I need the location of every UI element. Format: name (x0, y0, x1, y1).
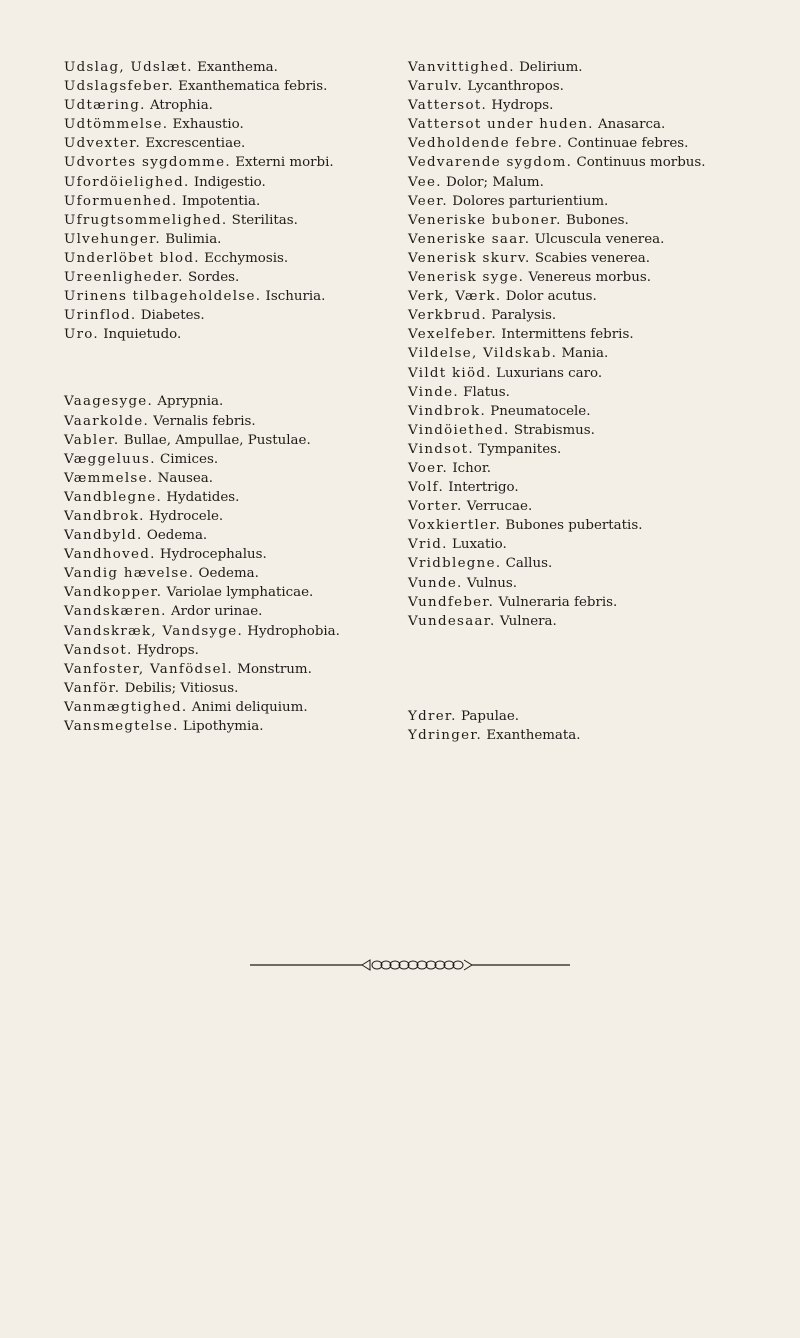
latin-term: Hydrocephalus. (159, 547, 267, 563)
entry (408, 153, 788, 172)
danish-term: Veneriske buboner. (408, 212, 562, 228)
left-group-v (64, 392, 424, 736)
latin-term: Inquietudo. (103, 327, 182, 343)
entry (408, 440, 788, 459)
danish-term: Vildt kiöd. (408, 365, 492, 381)
danish-term: Vandbrok. (64, 508, 145, 524)
danish-term: Voer. (408, 460, 449, 476)
danish-term: Ureenligheder. (64, 270, 184, 286)
latin-term: Animi deliquium. (191, 699, 308, 715)
entry (408, 173, 788, 192)
entry (408, 402, 788, 421)
latin-term: Exanthemata. (486, 727, 581, 743)
danish-term: Vansmegtelse. (64, 719, 179, 734)
entry (64, 698, 424, 717)
danish-term: Udslag, Udslæt. (64, 60, 193, 75)
latin-term: Monstrum. (237, 661, 312, 677)
entry (408, 497, 788, 516)
danish-term: Voxkiertler. (408, 518, 502, 534)
latin-term: Ischuria. (265, 289, 326, 305)
danish-term: Vindöiethed. (408, 422, 510, 438)
latin-term: Luxatio. (451, 537, 507, 553)
latin-term: Lycanthropos. (467, 79, 564, 95)
entry (408, 593, 788, 612)
entry (408, 306, 788, 325)
latin-term: Strabismus. (513, 422, 595, 438)
entry (64, 717, 424, 736)
latin-term: Anasarca. (597, 117, 666, 133)
danish-term: Vindbrok. (408, 403, 487, 419)
danish-term: Vaagesyge. (64, 394, 154, 410)
entry (64, 249, 424, 268)
danish-term: Urinflod. (64, 308, 137, 324)
danish-term: Væggeluus. (64, 451, 156, 467)
entry (64, 153, 424, 172)
entry (408, 325, 788, 344)
latin-term: Ulcuscula venerea. (534, 231, 665, 247)
latin-term: Vulnus. (466, 575, 517, 591)
danish-term: Vandskræk, Vandsyge. (64, 623, 244, 639)
latin-term: Variolae lymphaticae. (166, 585, 314, 601)
danish-term: Uformuenhed. (64, 193, 178, 209)
latin-term: Bubones pubertatis. (505, 518, 643, 534)
entry (408, 344, 788, 363)
entry (64, 488, 424, 507)
danish-term: Varulv. (408, 79, 464, 95)
danish-term: Vaarkolde. (64, 413, 150, 429)
danish-term: Venerisk syge. (408, 270, 525, 286)
danish-term: Vrid. (408, 537, 448, 553)
latin-term: Lipothymia. (182, 719, 264, 734)
entry (408, 96, 788, 115)
entry (408, 707, 788, 726)
entry (408, 134, 788, 153)
latin-term: Flatus. (463, 384, 510, 400)
group-spacer (408, 631, 788, 707)
entry (408, 459, 788, 478)
latin-term: Continuus morbus. (576, 155, 706, 171)
entry (64, 507, 424, 526)
entry (64, 622, 424, 641)
latin-term: Hydrocele. (149, 508, 224, 524)
danish-term: Vandhoved. (64, 547, 156, 563)
danish-term: Udvexter. (64, 136, 142, 152)
danish-term: Vundfeber. (408, 594, 495, 610)
danish-term: Vildelse, Vildskab. (408, 346, 558, 362)
danish-term: Væmmelse. (64, 470, 154, 486)
latin-term: Nausea. (157, 470, 214, 486)
danish-term: Vandblegne. (64, 489, 163, 505)
latin-term: Ecchymosis. (204, 250, 289, 266)
latin-term: Venereus morbus. (528, 270, 651, 286)
latin-term: Vulnera. (499, 613, 557, 629)
entry (64, 545, 424, 564)
danish-term: Veer. (408, 193, 448, 209)
entry (64, 325, 424, 344)
danish-term: Veneriske saar. (408, 231, 531, 247)
right-group-y (408, 707, 788, 745)
entry (64, 641, 424, 660)
danish-term: Vabler. (64, 432, 120, 448)
danish-term: Vinde. (408, 384, 459, 400)
latin-term: Luxurians caro. (496, 365, 603, 381)
danish-term: Ufordöielighed. (64, 174, 190, 190)
entry (408, 554, 788, 573)
decorative-rule-ornament-icon (250, 958, 570, 972)
latin-term: Impotentia. (181, 193, 261, 209)
entry (408, 268, 788, 287)
entry (408, 421, 788, 440)
latin-term: Continuae febres. (567, 136, 689, 152)
danish-term: Vanmægtighed. (64, 699, 188, 715)
danish-term: Vandbyld. (64, 528, 143, 544)
danish-term: Vorter. (408, 499, 463, 515)
entry (64, 679, 424, 698)
danish-term: Verk, Værk. (408, 289, 502, 305)
latin-term: Vernalis febris. (153, 413, 256, 429)
entry (64, 115, 424, 134)
latin-term: Intertrigo. (448, 480, 519, 496)
danish-term: Vandsot. (64, 642, 133, 658)
entry (408, 726, 788, 745)
latin-term: Delirium. (519, 60, 583, 75)
danish-term: Vee. (408, 174, 442, 190)
latin-term: Hydrops. (136, 642, 199, 658)
danish-term: Volf. (408, 480, 445, 496)
latin-term: Exhaustio. (172, 117, 244, 133)
latin-term: Tympanites. (478, 441, 562, 457)
latin-term: Indigestio. (193, 174, 266, 190)
entry (64, 134, 424, 153)
danish-term: Uro. (64, 327, 99, 343)
entry (64, 469, 424, 488)
latin-term: Atrophia. (149, 98, 213, 114)
entry (64, 392, 424, 411)
entry (408, 364, 788, 383)
danish-term: Vunde. (408, 575, 463, 591)
latin-term: Exanthema. (197, 60, 278, 75)
latin-term: Paralysis. (491, 308, 557, 324)
entry (408, 535, 788, 554)
danish-term: Vanför. (64, 680, 121, 696)
latin-term: Exanthematica febris. (178, 79, 328, 95)
entry (408, 516, 788, 535)
danish-term: Vedvarende sygdom. (408, 155, 573, 171)
danish-term: Ydrer. (408, 708, 457, 724)
entry (64, 77, 424, 96)
latin-term: Scabies venerea. (534, 250, 651, 266)
latin-term: Dolor; Malum. (446, 174, 544, 190)
entry (408, 249, 788, 268)
latin-term: Debilis; Vitiosus. (124, 680, 239, 696)
entry (64, 173, 424, 192)
latin-term: Intermittens febris. (501, 327, 634, 343)
danish-term: Vridblegne. (408, 556, 502, 572)
latin-term: Sterilitas. (231, 212, 298, 228)
latin-term: Bullae, Ampullae, Pustulae. (123, 432, 311, 448)
latin-term: Papulae. (461, 708, 520, 724)
latin-term: Dolores parturientium. (452, 193, 609, 209)
latin-term: Ardor urinae. (170, 604, 263, 620)
entry (64, 211, 424, 230)
entry (408, 574, 788, 593)
entry (64, 192, 424, 211)
danish-term: Ufrugtsommelighed. (64, 212, 228, 228)
danish-term: Vexelfeber. (408, 327, 497, 343)
entry (408, 58, 788, 77)
latin-term: Hydrops. (491, 98, 554, 114)
entry (64, 58, 424, 77)
danish-term: Vandig hævelse. (64, 566, 195, 582)
entry (64, 306, 424, 325)
latin-term: Cimices. (160, 451, 219, 467)
latin-term: Ichor. (452, 460, 492, 476)
danish-term: Venerisk skurv. (408, 250, 531, 266)
entry (408, 211, 788, 230)
entry (408, 287, 788, 306)
danish-term: Vattersot under huden. (408, 117, 594, 133)
left-column (64, 58, 424, 736)
danish-term: Urinens tilbageholdelse. (64, 289, 262, 305)
entry (64, 583, 424, 602)
entry (408, 115, 788, 134)
latin-term: Verrucae. (466, 499, 533, 515)
latin-term: Callus. (505, 556, 553, 572)
latin-term: Excrescentiae. (145, 136, 246, 152)
latin-term: Oedema. (198, 566, 259, 582)
latin-term: Bubones. (566, 212, 629, 228)
danish-term: Vanfoster, Vanfödsel. (64, 661, 233, 677)
entry (64, 450, 424, 469)
danish-term: Udtæring. (64, 98, 146, 114)
danish-term: Udtömmelse. (64, 117, 169, 133)
danish-term: Verkbrud. (408, 308, 488, 324)
latin-term: Bulimia. (165, 231, 222, 247)
danish-term: Vandskæren. (64, 604, 167, 620)
latin-term: Mania. (561, 346, 609, 362)
entry (64, 526, 424, 545)
entry (64, 602, 424, 621)
latin-term: Oedema. (146, 528, 208, 544)
right-group-v (408, 58, 788, 631)
entry (64, 412, 424, 431)
entry (408, 478, 788, 497)
entry (408, 383, 788, 402)
danish-term: Udvortes sygdomme. (64, 155, 231, 171)
entry (64, 287, 424, 306)
danish-term: Vattersot. (408, 98, 488, 114)
danish-term: Vedholdende febre. (408, 136, 564, 152)
entry (64, 230, 424, 249)
danish-term: Ydringer. (408, 727, 483, 743)
latin-term: Dolor acutus. (505, 289, 597, 305)
latin-term: Aprypnia. (157, 394, 224, 410)
latin-term: Diabetes. (140, 308, 205, 324)
latin-term: Sordes. (188, 270, 240, 286)
entry (64, 431, 424, 450)
danish-term: Vandkopper. (64, 585, 163, 601)
latin-term: Hydrophobia. (247, 623, 340, 639)
entry (408, 77, 788, 96)
entry (64, 564, 424, 583)
entry (408, 192, 788, 211)
danish-term: Udslagsfeber. (64, 79, 174, 95)
danish-term: Vanvittighed. (408, 60, 515, 75)
entry (64, 96, 424, 115)
entry (408, 612, 788, 631)
danish-term: Vindsot. (408, 441, 474, 457)
entry (64, 268, 424, 287)
latin-term: Externi morbi. (235, 155, 334, 171)
danish-term: Underlöbet blod. (64, 250, 200, 266)
group-spacer (64, 344, 424, 392)
latin-term: Vulneraria febris. (498, 594, 618, 610)
right-column (408, 58, 788, 745)
latin-term: Hydatides. (166, 489, 240, 505)
left-group-u (64, 58, 424, 344)
danish-term: Vundesaar. (408, 613, 496, 629)
latin-term: Pneumatocele. (490, 403, 591, 419)
entry (408, 230, 788, 249)
entry (64, 660, 424, 679)
danish-term: Ulvehunger. (64, 231, 161, 247)
